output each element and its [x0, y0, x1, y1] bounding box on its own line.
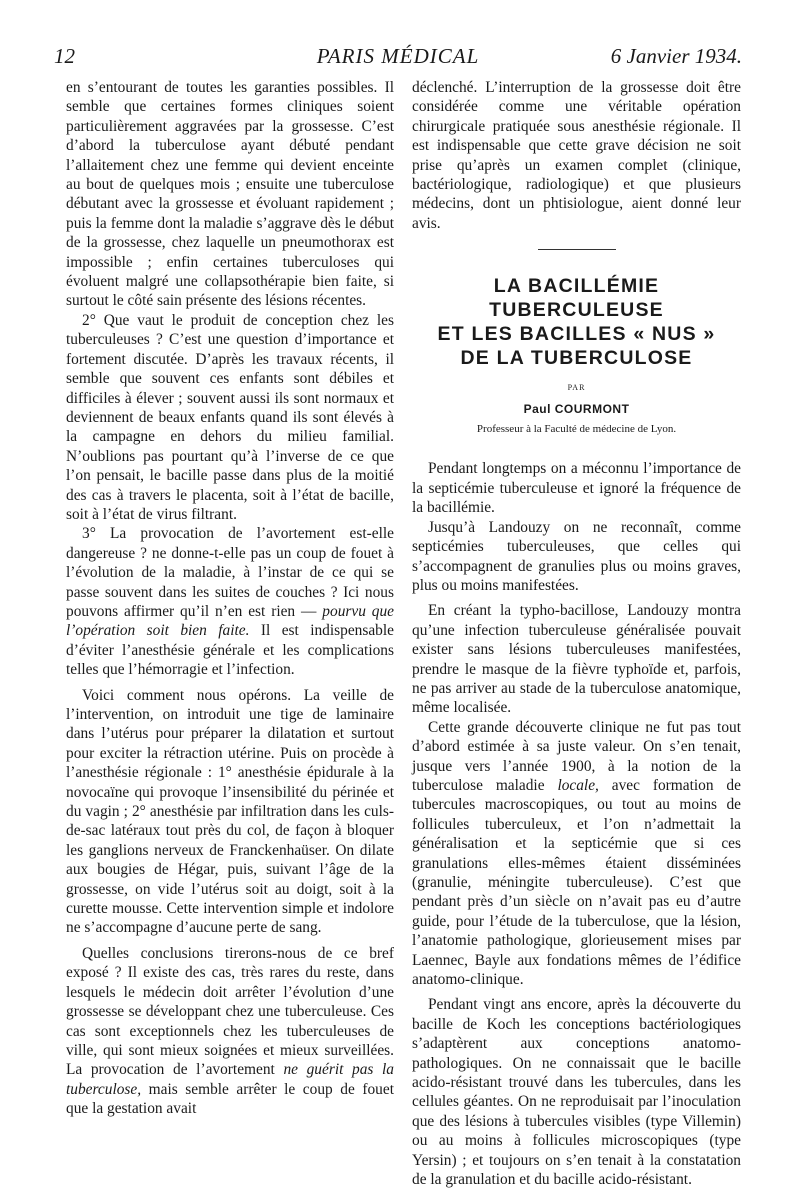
- issue-date: 6 Janvier 1934.: [610, 44, 742, 68]
- paragraph: 2° Que vaut le produit de conception chez les tuberculeuses ? C’est une question d’importance et fortement discutée. D’après les travaux récents, il semble que souvent ces enfants sont débiles et difficiles à élever ; souvent aussi ils sont normaux et deviennent de beaux enfants quand ils sont élevés à la campagne en dehors du milieu familial. N’oublions pas pourtant qu’à l’inverse de ce que l’on pensait, le bacille passe dans plus de la moitié des cas à travers le placenta, soit à l’état de bacille, soit à l’état de virus filtrant.: [66, 311, 394, 523]
- paragraph: Voici comment nous opérons. La veille de l’intervention, on introduit une tige de laminaire dans l’utérus pour préparer la dilatation et surtout pour exciter la rétraction utérine. Puis on procède à l’anesthésie régionale : 1° anesthésie épidurale à la novocaïne qui provoque l’insensibilité du périnée et du vagin ; 2° anesthésie par infiltration dans les culs-de-sac latéraux tout près du col, de façon à bloquer les ganglions nerveux de Franckenhaüser. On dilate aux bougies de Hégar, puis, suivant l’âge de la grossesse, on vide l’utérus soit au doigt, soit à la curette mousse. Cette intervention simple et indolore ne s’accompagne d’aucune perte de sang.: [66, 686, 394, 937]
- article-title-line: TUBERCULEUSE: [489, 299, 664, 322]
- page-number: 12: [54, 44, 75, 68]
- paragraph-text: avec formation de tubercules macroscopiques, ou tout au moins de follicules tuberculeux, et l’on n’admettait la généralisation et la septicémie que si ces granulations elles-mêmes étaient disséminées (granulie, méningite tuberculeuse). C’est que pendant près d’un siècle on n’avait pas eu d’autre guide, pour l’étude de la tuberculose, que la lésion, l’anatomie pathologique, glorieusement mises par Laennec, Bayle aux fondations mêmes de l’édifice anatomo-clinique.: [412, 776, 741, 989]
- paragraph: [66, 524, 394, 679]
- author-affiliation: Professeur à la Faculté de médecine de Lyon.: [476, 423, 677, 436]
- paragraph: Pendant longtemps on a méconnu l’importance de la septicémie tuberculeuse et ignoré la fréquence de la bacillémie.: [412, 460, 741, 517]
- article-title-line: LA BACILLÉMIE: [493, 275, 660, 298]
- paragraph: en s’entourant de toutes les garanties possibles. Il semble que certaines formes cliniques soient particulièrement aggravées par la grossesse. C’est d’abord la tuberculose ayant débuté pendant l’allaitement chez une femme qui devient enceinte au bout de quelques mois ; ensuite une tuberculose débutant avec la grossesse et évoluant rapidement ; puis la femme dont la maladie s’aggrave dès le début de la grossesse, chez laquelle un pneumothorax est impossible ; enfin certaines tuberculoses qui évoluent malgré une collapsothérapie bien faite, si surtout le côté sain présente des lésions récentes.: [66, 79, 394, 310]
- byline-par: PAR: [567, 383, 586, 393]
- article-title-line: DE LA TUBERCULOSE: [460, 347, 693, 370]
- paragraph: En créant la typho-bacillose, Landouzy montra qu’une infection tuberculeuse généralisée pouvait exister sans lésions tuberculeuses manifestées, prendre le masque de la fièvre typhoïde et, parfois, ne pas arriver au stade de la tuberculose anatomique, même localisée.: [412, 602, 741, 717]
- paragraph: Pendant vingt ans encore, après la découverte du bacille de Koch les conceptions bactériologiques s’adaptèrent aux conceptions anatomo-pathologiques. On ne connaissait que le bacille acido-résistant trouvé dans les tubercules, dans les cellules géantes. On ne reproduisait par l’inoculation que des lésions à tubercules visibles (type Villemin) ou au moins à follicules microscopiques (type Yersin) ; et toujours on s’en tenait à la constatation de la granulation et du bacille acido-résistant.: [412, 996, 741, 1189]
- paragraph-text: Cette grande découverte clinique ne fut pas tout d’abord estimée à sa juste valeur. On s’en tenait, jusque vers l’année 1900, à la notion de la tuberculose maladie: [412, 718, 741, 794]
- paragraph-text: 3° La provocation de l’avortement est-elle dangereuse ? ne donne-t-elle pas un coup de fouet à l’évolution de la maladie, à l’instar de ce qui se passe souvent dans les suites de couches ? Ici nous pouvons affirmer qu’il n’en est rien —: [66, 525, 394, 620]
- paragraph: déclenché. L’interruption de la grossesse doit être considérée comme une véritable opération chirurgicale pratiquée sous anesthésie régionale. Il est indispensable que cette grave décision ne soit prise qu’après un examen complet (clinique, bactériologique, radiologique) et que plusieurs médecins, dont un phtisiologue, aient donné leur avis.: [412, 79, 741, 232]
- paragraph-text: Quelles conclusions tirerons-nous de ce bref exposé ? Il existe des cas, très rares du reste, dans lesquels le médecin doit arrêter l’évolution d’une grossesse se développant chez une tuberculeuse. Ces cas sont exceptionnels chez les tuberculeuses de ville, qui sont mieux soignées et mieux surveillées. La provocation de l’avortement: [66, 944, 394, 1079]
- author-name: Paul COURMONT: [523, 401, 630, 416]
- running-header: [54, 44, 742, 74]
- paragraph: [412, 718, 741, 990]
- emphasis-text: pourvu que l’opération soit bien faite.: [66, 602, 394, 640]
- article-title-line: ET LES BACILLES « NUS »: [437, 323, 716, 346]
- emphasis-text: locale,: [557, 776, 599, 794]
- emphasis-text: ne guérit pas la tuberculose,: [66, 1061, 394, 1098]
- right-column: [412, 78, 741, 1190]
- article-title: [412, 274, 741, 370]
- paragraph: Jusqu’à Landouzy on ne reconnaît, comme septicémies tuberculeuses, que celles qui s’accompagnent de granulies plus ou moins graves, plus ou moins manifestées.: [412, 518, 741, 594]
- paragraph: [66, 944, 394, 1119]
- journal-title: PARIS MÉDICAL: [316, 44, 480, 68]
- paragraph-text: mais semble arrêter le coup de fouet que la gestation avait: [66, 1080, 394, 1118]
- left-column: [66, 78, 394, 1119]
- paragraph-text: Il est indispensable d’éviter l’anesthésie générale et les complications telles que l’hémorragie et l’infection.: [66, 622, 394, 679]
- section-divider: [538, 249, 616, 250]
